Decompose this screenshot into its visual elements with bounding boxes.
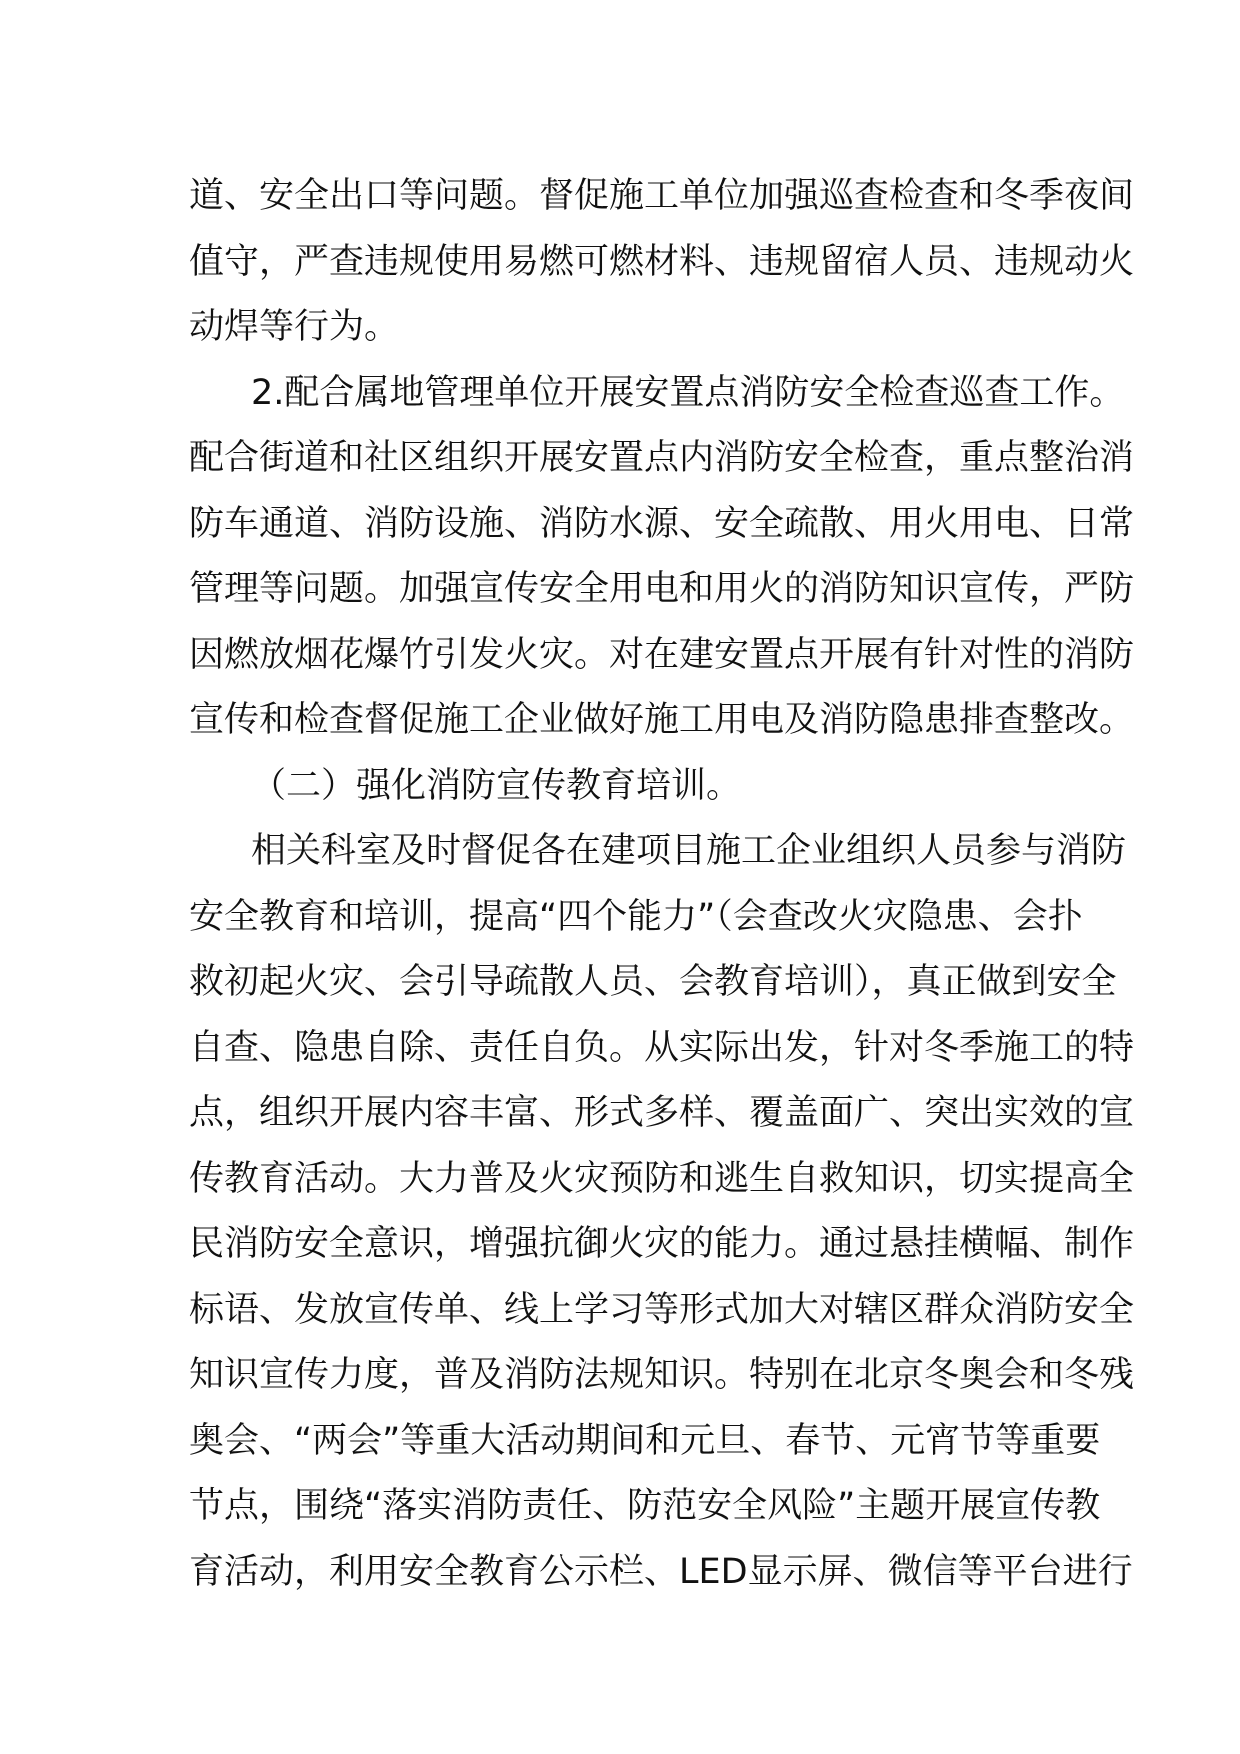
text-line: 安全教育和培训，提高“四个能力”（会查改火灾隐患、会扑	[189, 896, 1083, 937]
text-line: 道、安全出口等问题。督促施工单位加强巡查检查和冬季夜间	[189, 176, 1135, 216]
text-line: 配合街道和社区组织开展安置点内消防安全检查，重点整治消	[189, 438, 1135, 478]
numbered-item-heading: 2.配合属地管理单位开展安置点消防安全检查巡查工作。	[251, 372, 1125, 413]
text-line: 管理等问题。加强宣传安全用电和用火的消防知识宣传，严防	[189, 569, 1135, 609]
text-line: 相关科室及时督促各在建项目施工企业组织人员参与消防	[251, 831, 1127, 871]
text-line: 传教育活动。大力普及火灾预防和逃生自救知识，切实提高全	[189, 1158, 1135, 1199]
text-line: 因燃放烟花爆竹引发火灾。对在建安置点开展有针对性的消防	[189, 634, 1135, 675]
text-line: 防车通道、消防设施、消防水源、安全疏散、用火用电、日常	[189, 503, 1135, 544]
text-line: 救初起火灾、会引导疏散人员、会教育培训），真正做到安全	[189, 962, 1117, 1002]
text-line: 宣传和检查督促施工企业做好施工用电及消防隐患排查整改。	[189, 700, 1135, 740]
text-line: 值守，严查违规使用易燃可燃材料、违规留宿人员、违规动火	[189, 241, 1135, 282]
text-line: 点，组织开展内容丰富、形式多样、覆盖面广、突出实效的宣	[189, 1093, 1135, 1133]
text-line: 节点，围绕“落实消防责任、防范安全风险”主题开展宣传教	[189, 1486, 1101, 1526]
text-line: 育活动，利用安全教育公示栏、LED显示屏、微信等平台进行	[189, 1551, 1133, 1592]
text-line: 知识宣传力度，普及消防法规知识。特别在北京冬奥会和冬残	[189, 1355, 1135, 1395]
text-line: 奥会、“两会”等重大活动期间和元旦、春节、元宵节等重要	[189, 1420, 1101, 1461]
text-line: 自查、隐患自除、责任自负。从实际出发，针对冬季施工的特	[189, 1027, 1135, 1068]
body-text	[189, 164, 1135, 1605]
text-line: 标语、发放宣传单、线上学习等形式加大对辖区群众消防安全	[189, 1289, 1135, 1330]
section-heading: （二）强化消防宣传教育培训。	[251, 765, 742, 806]
text-line: 民消防安全意识，增强抗御火灾的能力。通过悬挂横幅、制作	[189, 1224, 1135, 1264]
text-line: 动焊等行为。	[189, 307, 400, 347]
